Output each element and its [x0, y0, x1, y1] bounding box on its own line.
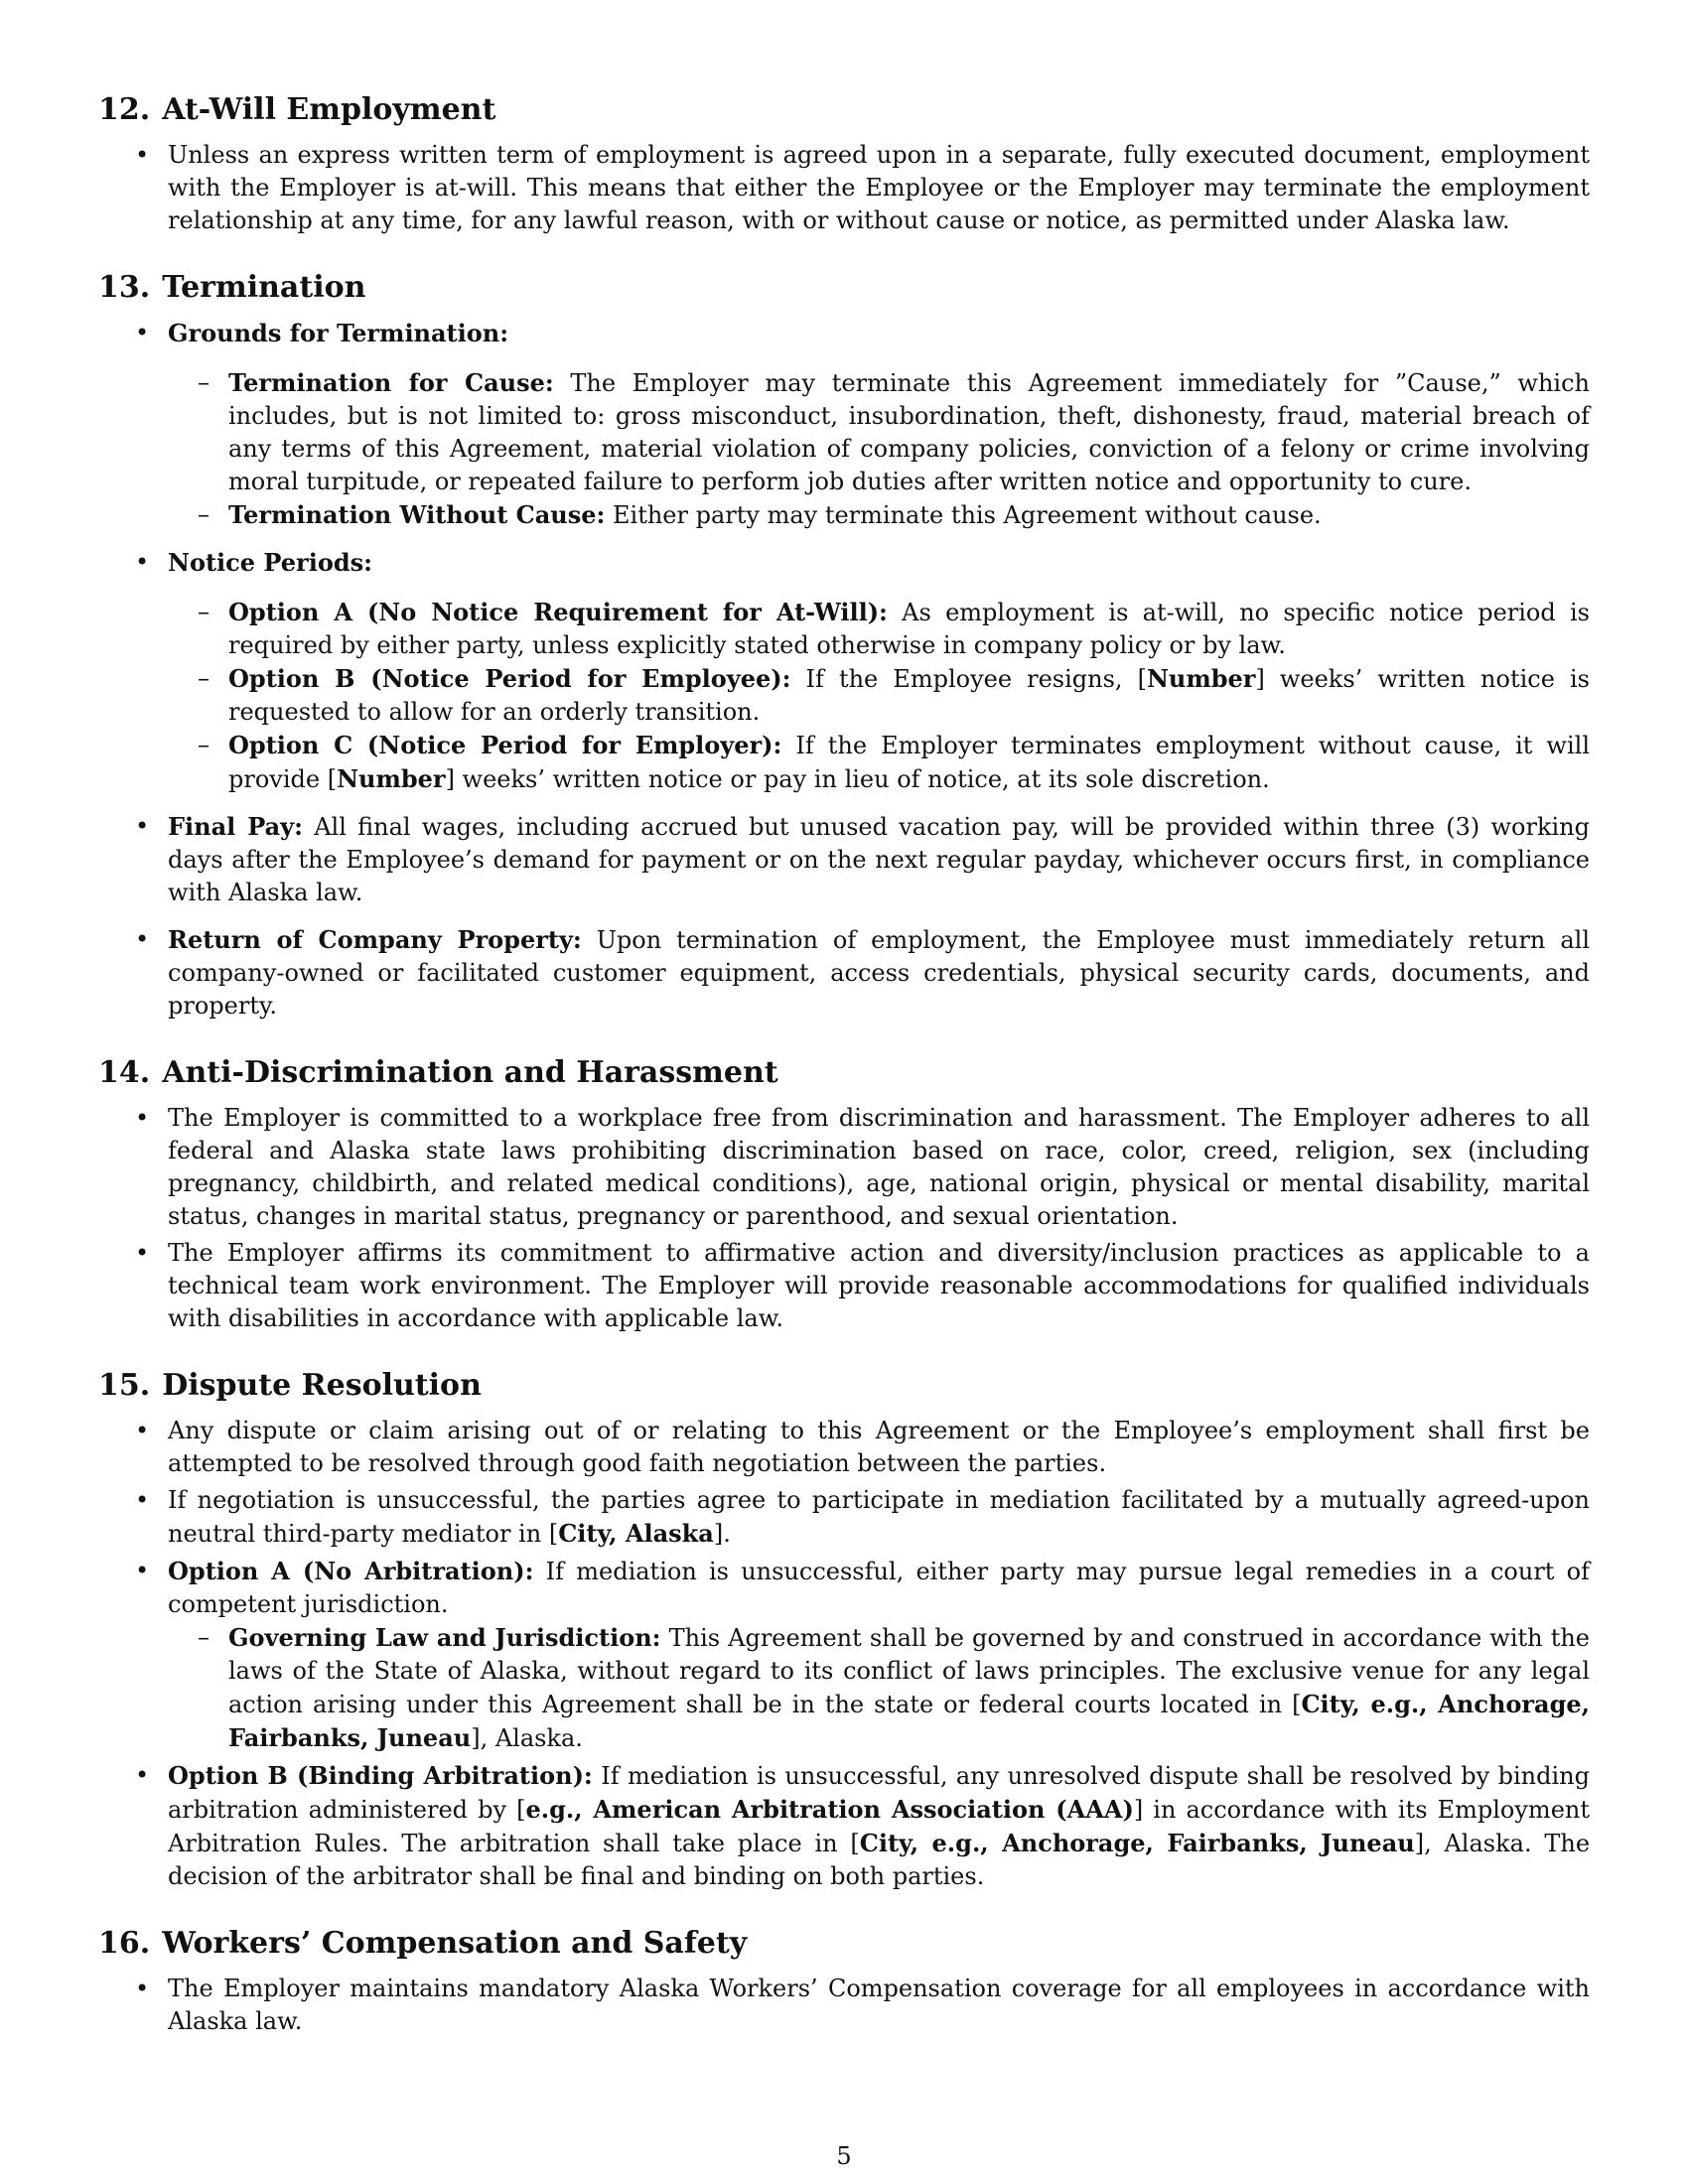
option-c-text: If the Employer terminates employment without cause, it will provide [ [228, 732, 1591, 793]
sub-list [168, 596, 1590, 796]
paragraph-text: The Employer maintains mandatory Alaska Workers’ Compensation coverage for all employees in accordance with Alaska law. [168, 1975, 1590, 2035]
sub-item-governing-law [168, 1621, 1590, 1755]
sub-item-without-cause [168, 498, 1590, 532]
governing-law-text-end: ], Alaska. [471, 1724, 583, 1752]
sub-item-option-b [168, 662, 1590, 729]
return-property-text: Upon termination of employment, the Employee must immediately return all company-owned or facilitated customer equipment, access credentials, physical security cards, documents, and property. [168, 926, 1590, 1020]
paragraph-text: Any dispute or claim arising out of or relating to this Agreement or the Employee’s employment shall first be attempted to be resolved through good faith negotiation between the parties. [168, 1417, 1590, 1477]
section-number: 16. [98, 1926, 151, 1961]
section-heading [98, 269, 1590, 307]
option-b-label: Option B (Notice Period for Employee): [228, 664, 791, 693]
sub-item-cause [168, 366, 1590, 498]
bullet-item [98, 139, 1590, 237]
bullet-item-grounds [98, 317, 1590, 532]
final-pay-text: All final wages, including accrued but unused vacation pay, will be provided within three (3) working days after the Employee’s demand for payment or on the next regular payday, whichever occurs first, in compliance with Alaska law. [168, 813, 1590, 906]
section-heading [98, 91, 1590, 129]
bullet-item [98, 1973, 1590, 2038]
section-title: Dispute Resolution [162, 1368, 482, 1403]
option-b-label: Option B (Binding Arbitration): [168, 1761, 593, 1790]
option-c-text-end: ] weeks’ written notice or pay in lieu of notice, at its sole discretion. [445, 765, 1270, 793]
final-pay-label: Final Pay: [168, 812, 303, 841]
section-title: At-Will Employment [162, 92, 496, 127]
section-title: Workers’ Compensation and Safety [162, 1926, 748, 1961]
section-termination [98, 269, 1590, 1023]
bullet-item [98, 1484, 1590, 1551]
option-a-text: If mediation is unsuccessful, either party may pursue legal remedies in a court of competent jurisdiction. [168, 1558, 1591, 1618]
paragraph-text: Unless an express written term of employment is agreed upon in a separate, fully executed document, employment with the Employer is at-will. This means that either the Employee or the Employer may terminate the employment relationship at any time, for any lawful reason, with or without cause or notice, as permitted under Alaska law. [168, 141, 1590, 234]
bullet-item-option-a [98, 1555, 1590, 1755]
city-placeholder: City, Alaska [558, 1519, 714, 1548]
bullet-item-notice [98, 546, 1590, 796]
page-number: 5 [836, 2142, 852, 2170]
return-property-label: Return of Company Property: [168, 925, 582, 954]
without-cause-text: Either party may terminate this Agreement without cause. [605, 501, 1322, 529]
option-b-text-end: ] weeks’ written notice is requested to allow for an orderly transition. [228, 665, 1590, 726]
option-a-label: Option A (No Notice Requirement for At-Will): [228, 598, 888, 626]
paragraph-text-end: ]. [713, 1520, 731, 1548]
section-at-will-employment [98, 91, 1590, 237]
sub-item-option-c [168, 729, 1590, 796]
section-heading [98, 1925, 1590, 1963]
section-heading [98, 1367, 1590, 1405]
paragraph-text: The Employer affirms its commitment to affirmative action and diversity/inclusion practices as applicable to a technical team work environment. The Employer will provide reasonable accommodations for qualified individuals with disabilities in accordance with applicable law. [168, 1239, 1590, 1332]
sub-list [168, 366, 1590, 532]
bullet-item-return-property [98, 923, 1590, 1023]
bullet-list [98, 1973, 1590, 2038]
bullet-list [98, 1102, 1590, 1335]
cause-text: The Employer may terminate this Agreement immediately for ”Cause,” which includes, but is not limited to: gross misconduct, insubordination, theft, dishonesty, fraud, material breach of any terms of this Agreement, material violation of company policies, conviction of a felony or crime involving moral turpitude, or repeated failure to perform job duties after written notice and opportunity to cure. [228, 369, 1590, 495]
arbitration-org-placeholder: e.g., American Arbitration Association (AAA) [525, 1795, 1134, 1824]
option-c-placeholder: Number [337, 764, 446, 793]
section-number: 15. [98, 1368, 151, 1403]
option-b-placeholder: Number [1146, 664, 1256, 693]
cause-label: Termination for Cause: [228, 368, 554, 397]
option-a-text: As employment is at-will, no specific notice period is required by either party, unless explicitly stated otherwise in company policy or by law. [228, 599, 1590, 659]
bullet-item-final-pay [98, 810, 1590, 909]
paragraph-text: The Employer is committed to a workplace free from discrimination and harassment. The Employer adheres to all federal and Alaska state laws prohibiting discrimination based on race, color, creed, religion, sex (including pregnancy, childbirth, and related medical conditions), age, national origin, physical or mental disability, marital status, changes in marital status, pregnancy or parenthood, and sexual orientation. [168, 1104, 1590, 1230]
without-cause-label: Termination Without Cause: [228, 500, 606, 529]
bullet-item [98, 1102, 1590, 1233]
bullet-item [98, 1237, 1590, 1335]
option-b-text-end: ], Alaska. The decision of the arbitrator shall be final and binding on both parties. [168, 1830, 1591, 1890]
option-c-label: Option C (Notice Period for Employer): [228, 731, 782, 759]
arbitration-city-placeholder: City, e.g., Anchorage, Fairbanks, Juneau [859, 1829, 1415, 1857]
bullet-item-option-b [98, 1759, 1590, 1893]
bullet-list [98, 1415, 1590, 1893]
bullet-item [98, 1415, 1590, 1480]
grounds-label: Grounds for Termination: [168, 319, 509, 347]
option-b-text: If the Employee resigns, [ [790, 665, 1147, 693]
option-b-text-mid: ] in accordance with its Employment Arbitration Rules. The arbitration shall take place in [ [168, 1796, 1590, 1857]
option-a-label: Option A (No Arbitration): [168, 1557, 534, 1585]
section-title: Termination [162, 270, 366, 305]
governing-law-text: This Agreement shall be governed by and construed in accordance with the laws of the State of Alaska, without regard to its conflict of laws principles. The exclusive venue for any legal action arising under this Agreement shall be in the state or federal courts located in [ [228, 1624, 1591, 1718]
bullet-list [98, 317, 1590, 1023]
paragraph-text: If negotiation is unsuccessful, the parties agree to participate in mediation facilitated by a mutually agreed-upon neutral third-party mediator in [ [168, 1486, 1590, 1548]
section-heading [98, 1054, 1590, 1092]
section-title: Anti-Discrimination and Harassment [162, 1055, 778, 1090]
bullet-list [98, 139, 1590, 237]
section-workers-compensation [98, 1925, 1590, 2038]
governing-city-placeholder: City, e.g., Anchorage, Fairbanks, Juneau [228, 1690, 1590, 1752]
section-anti-discrimination [98, 1054, 1590, 1335]
notice-label: Notice Periods: [168, 548, 372, 577]
section-number: 14. [98, 1055, 151, 1090]
sub-list [168, 1621, 1590, 1755]
section-dispute-resolution [98, 1367, 1590, 1893]
option-b-text: If mediation is unsuccessful, any unresolved dispute shall be resolved by binding arbitration administered by [ [168, 1762, 1590, 1824]
sub-item-option-a [168, 596, 1590, 662]
governing-law-label: Governing Law and Jurisdiction: [228, 1623, 661, 1652]
section-number: 13. [98, 270, 151, 305]
document-page [98, 91, 1590, 2070]
section-number: 12. [98, 92, 151, 127]
